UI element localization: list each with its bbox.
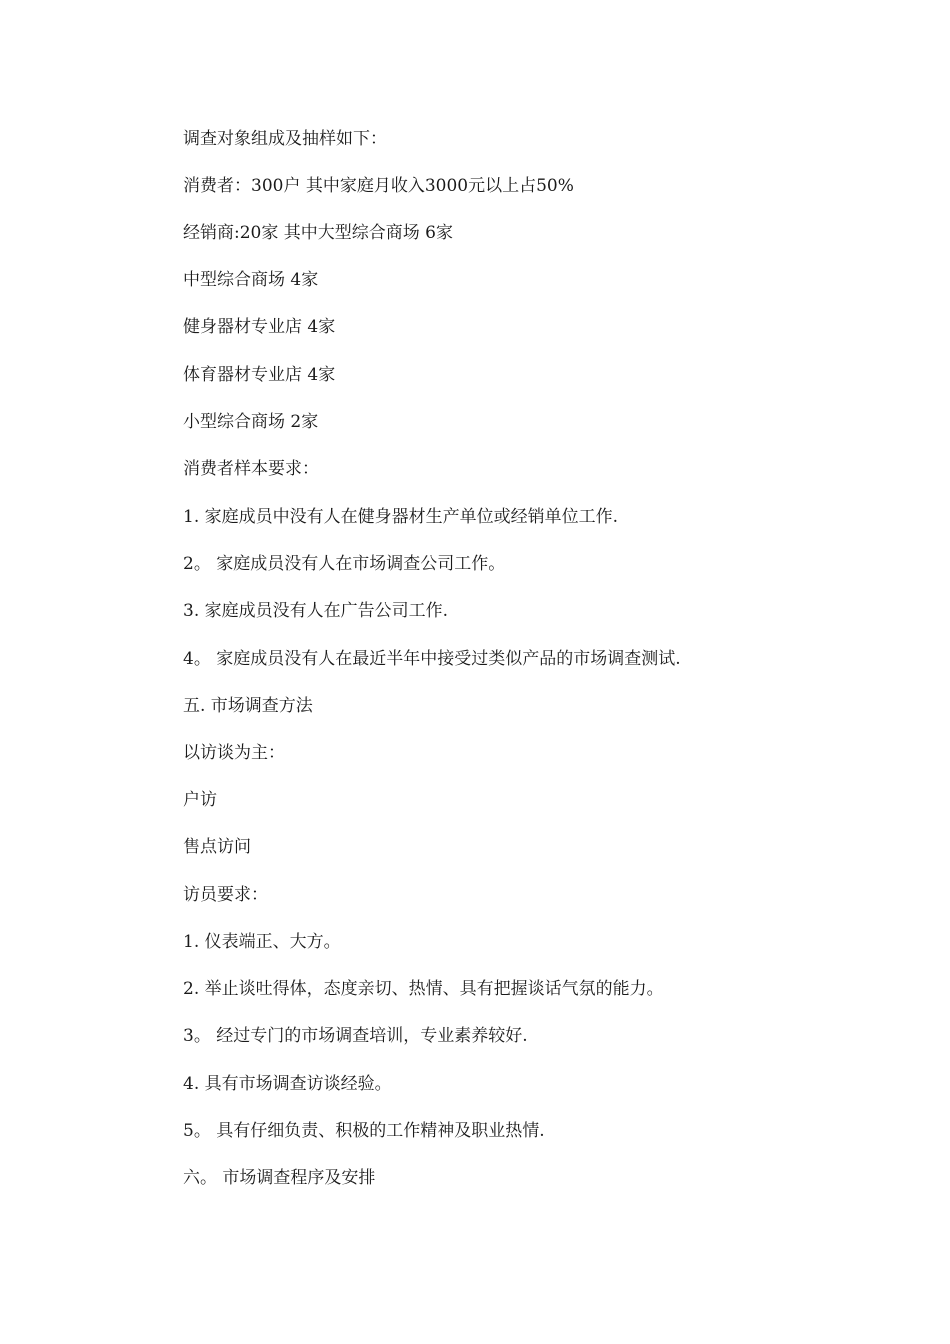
sample-requirements-heading: 消费者样本要求：	[183, 459, 319, 479]
interviewer-requirement-1: 1. 仪表端正、大方。	[183, 932, 341, 952]
small-malls-line: 小型综合商场 2家	[183, 412, 319, 432]
interviewer-requirement-3: 3。 经过专门的市场调查培训，专业素养较好.	[183, 1026, 528, 1046]
sample-requirement-1: 1. 家庭成员中没有人在健身器材生产单位或经销单位工作.	[183, 507, 619, 527]
consumers-line: 消费者：300户 其中家庭月收入3000元以上占50%	[183, 176, 574, 196]
intro-sampling-heading: 调查对象组成及抽样如下：	[183, 129, 387, 149]
interviewer-requirement-2: 2. 举止谈吐得体，态度亲切、热情、具有把握谈话气氛的能力。	[183, 979, 664, 999]
dealers-line: 经销商:20家 其中大型综合商场 6家	[183, 223, 453, 243]
sports-stores-line: 体育器材专业店 4家	[183, 365, 336, 385]
interviewer-requirements-heading: 访员要求：	[183, 885, 268, 905]
interviewer-requirement-5: 5。 具有仔细负责、积极的工作精神及职业热情.	[183, 1121, 545, 1141]
interviewer-requirement-4: 4. 具有市场调查访谈经验。	[183, 1074, 392, 1094]
interview-main-line: 以访谈为主：	[183, 743, 285, 763]
medium-malls-line: 中型综合商场 4家	[183, 270, 319, 290]
fitness-stores-line: 健身器材专业店 4家	[183, 317, 336, 337]
sample-requirement-4: 4。 家庭成员没有人在最近半年中接受过类似产品的市场调查测试.	[183, 649, 681, 669]
section-five-heading: 五. 市场调查方法	[183, 696, 313, 716]
store-visit-line: 售点访问	[183, 837, 251, 857]
sample-requirement-3: 3. 家庭成员没有人在广告公司工作.	[183, 601, 449, 621]
sample-requirement-2: 2。 家庭成员没有人在市场调查公司工作。	[183, 554, 506, 574]
household-visit-line: 户访	[183, 790, 217, 810]
section-six-heading: 六。 市场调查程序及安排	[183, 1168, 376, 1188]
